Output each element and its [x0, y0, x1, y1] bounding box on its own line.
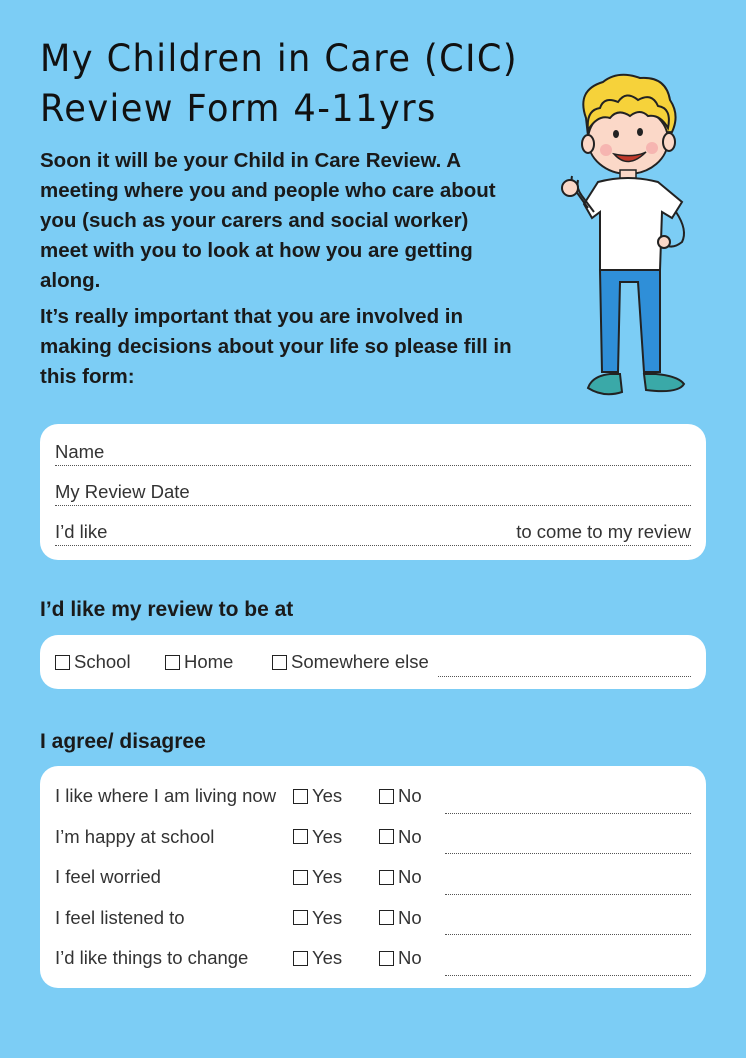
- no-option[interactable]: [379, 947, 445, 969]
- statement-label: I like where I am living now: [55, 785, 277, 807]
- yes-label: Yes: [312, 947, 343, 969]
- review-date-label: My Review Date: [55, 481, 190, 502]
- yes-checkbox[interactable]: [293, 829, 308, 844]
- home-checkbox[interactable]: [165, 655, 180, 670]
- yes-option[interactable]: [293, 907, 379, 929]
- school-label: School: [74, 651, 131, 672]
- statement-label: I feel worried: [55, 866, 161, 888]
- no-label: No: [398, 906, 422, 928]
- no-checkbox[interactable]: [379, 951, 394, 966]
- page-title: [40, 34, 534, 134]
- venue-option-school[interactable]: [55, 651, 165, 673]
- statement-label: I’d like things to change: [55, 947, 249, 969]
- somewhere-else-checkbox[interactable]: [272, 655, 287, 670]
- yes-option[interactable]: [293, 947, 379, 969]
- agree-row: [55, 857, 691, 898]
- venue-option-home[interactable]: [165, 651, 272, 673]
- no-checkbox[interactable]: [379, 910, 394, 925]
- name-field[interactable]: [55, 436, 691, 466]
- yes-checkbox[interactable]: [293, 910, 308, 925]
- intro-text: [40, 146, 520, 398]
- agree-card: [40, 766, 706, 988]
- no-checkbox[interactable]: [379, 870, 394, 885]
- comment-input[interactable]: [445, 914, 691, 935]
- yes-label: Yes: [312, 906, 343, 928]
- attendees-suffix: to come to my review: [516, 521, 691, 542]
- somewhere-else-input[interactable]: [438, 656, 691, 677]
- yes-label: Yes: [312, 785, 343, 807]
- yes-label: Yes: [312, 866, 343, 888]
- intro-paragraph-2: It’s really important that you are involved in making decisions about your life so please fill in this form:: [40, 305, 512, 388]
- statement-label: I feel listened to: [55, 906, 185, 928]
- statement-label: I’m happy at school: [55, 825, 215, 847]
- name-label: Name: [55, 441, 105, 462]
- home-label: Home: [184, 651, 234, 672]
- venue-option-somewhere-else[interactable]: [272, 651, 429, 673]
- yes-label: Yes: [312, 825, 343, 847]
- no-label: No: [398, 825, 422, 847]
- yes-checkbox[interactable]: [293, 789, 308, 804]
- yes-option[interactable]: [293, 826, 379, 848]
- no-label: No: [398, 947, 422, 969]
- somewhere-else-label: Somewhere else: [291, 651, 429, 672]
- boy-illustration: [548, 70, 708, 410]
- no-checkbox[interactable]: [379, 789, 394, 804]
- comment-input[interactable]: [445, 833, 691, 854]
- comment-input[interactable]: [445, 793, 691, 814]
- no-option[interactable]: [379, 907, 445, 929]
- title-line-1: My Children in Care (CIC): [40, 37, 519, 80]
- no-label: No: [398, 785, 422, 807]
- yes-option[interactable]: [293, 785, 379, 807]
- comment-input[interactable]: [445, 955, 691, 976]
- attendees-prefix: I’d like: [55, 521, 108, 542]
- no-label: No: [398, 866, 422, 888]
- yes-checkbox[interactable]: [293, 870, 308, 885]
- agree-row: [55, 817, 691, 858]
- venue-heading: I’d like my review to be at: [40, 598, 294, 621]
- school-checkbox[interactable]: [55, 655, 70, 670]
- no-option[interactable]: [379, 866, 445, 888]
- venue-card: [40, 635, 706, 689]
- agree-row: [55, 776, 691, 817]
- yes-option[interactable]: [293, 866, 379, 888]
- no-option[interactable]: [379, 826, 445, 848]
- title-line-2: Review Form 4-11yrs: [40, 87, 437, 130]
- agree-row: [55, 898, 691, 939]
- attendees-field[interactable]: [55, 506, 691, 546]
- intro-paragraph-1: Soon it will be your Child in Care Review. A meeting where you and people who care about you (such as your carers and social worker) meet with you to look at how you are getting along.: [40, 149, 496, 292]
- agree-row: [55, 938, 691, 979]
- review-date-field[interactable]: [55, 466, 691, 506]
- agree-heading: I agree/ disagree: [40, 730, 206, 753]
- no-option[interactable]: [379, 785, 445, 807]
- yes-checkbox[interactable]: [293, 951, 308, 966]
- details-card: [40, 424, 706, 560]
- comment-input[interactable]: [445, 874, 691, 895]
- no-checkbox[interactable]: [379, 829, 394, 844]
